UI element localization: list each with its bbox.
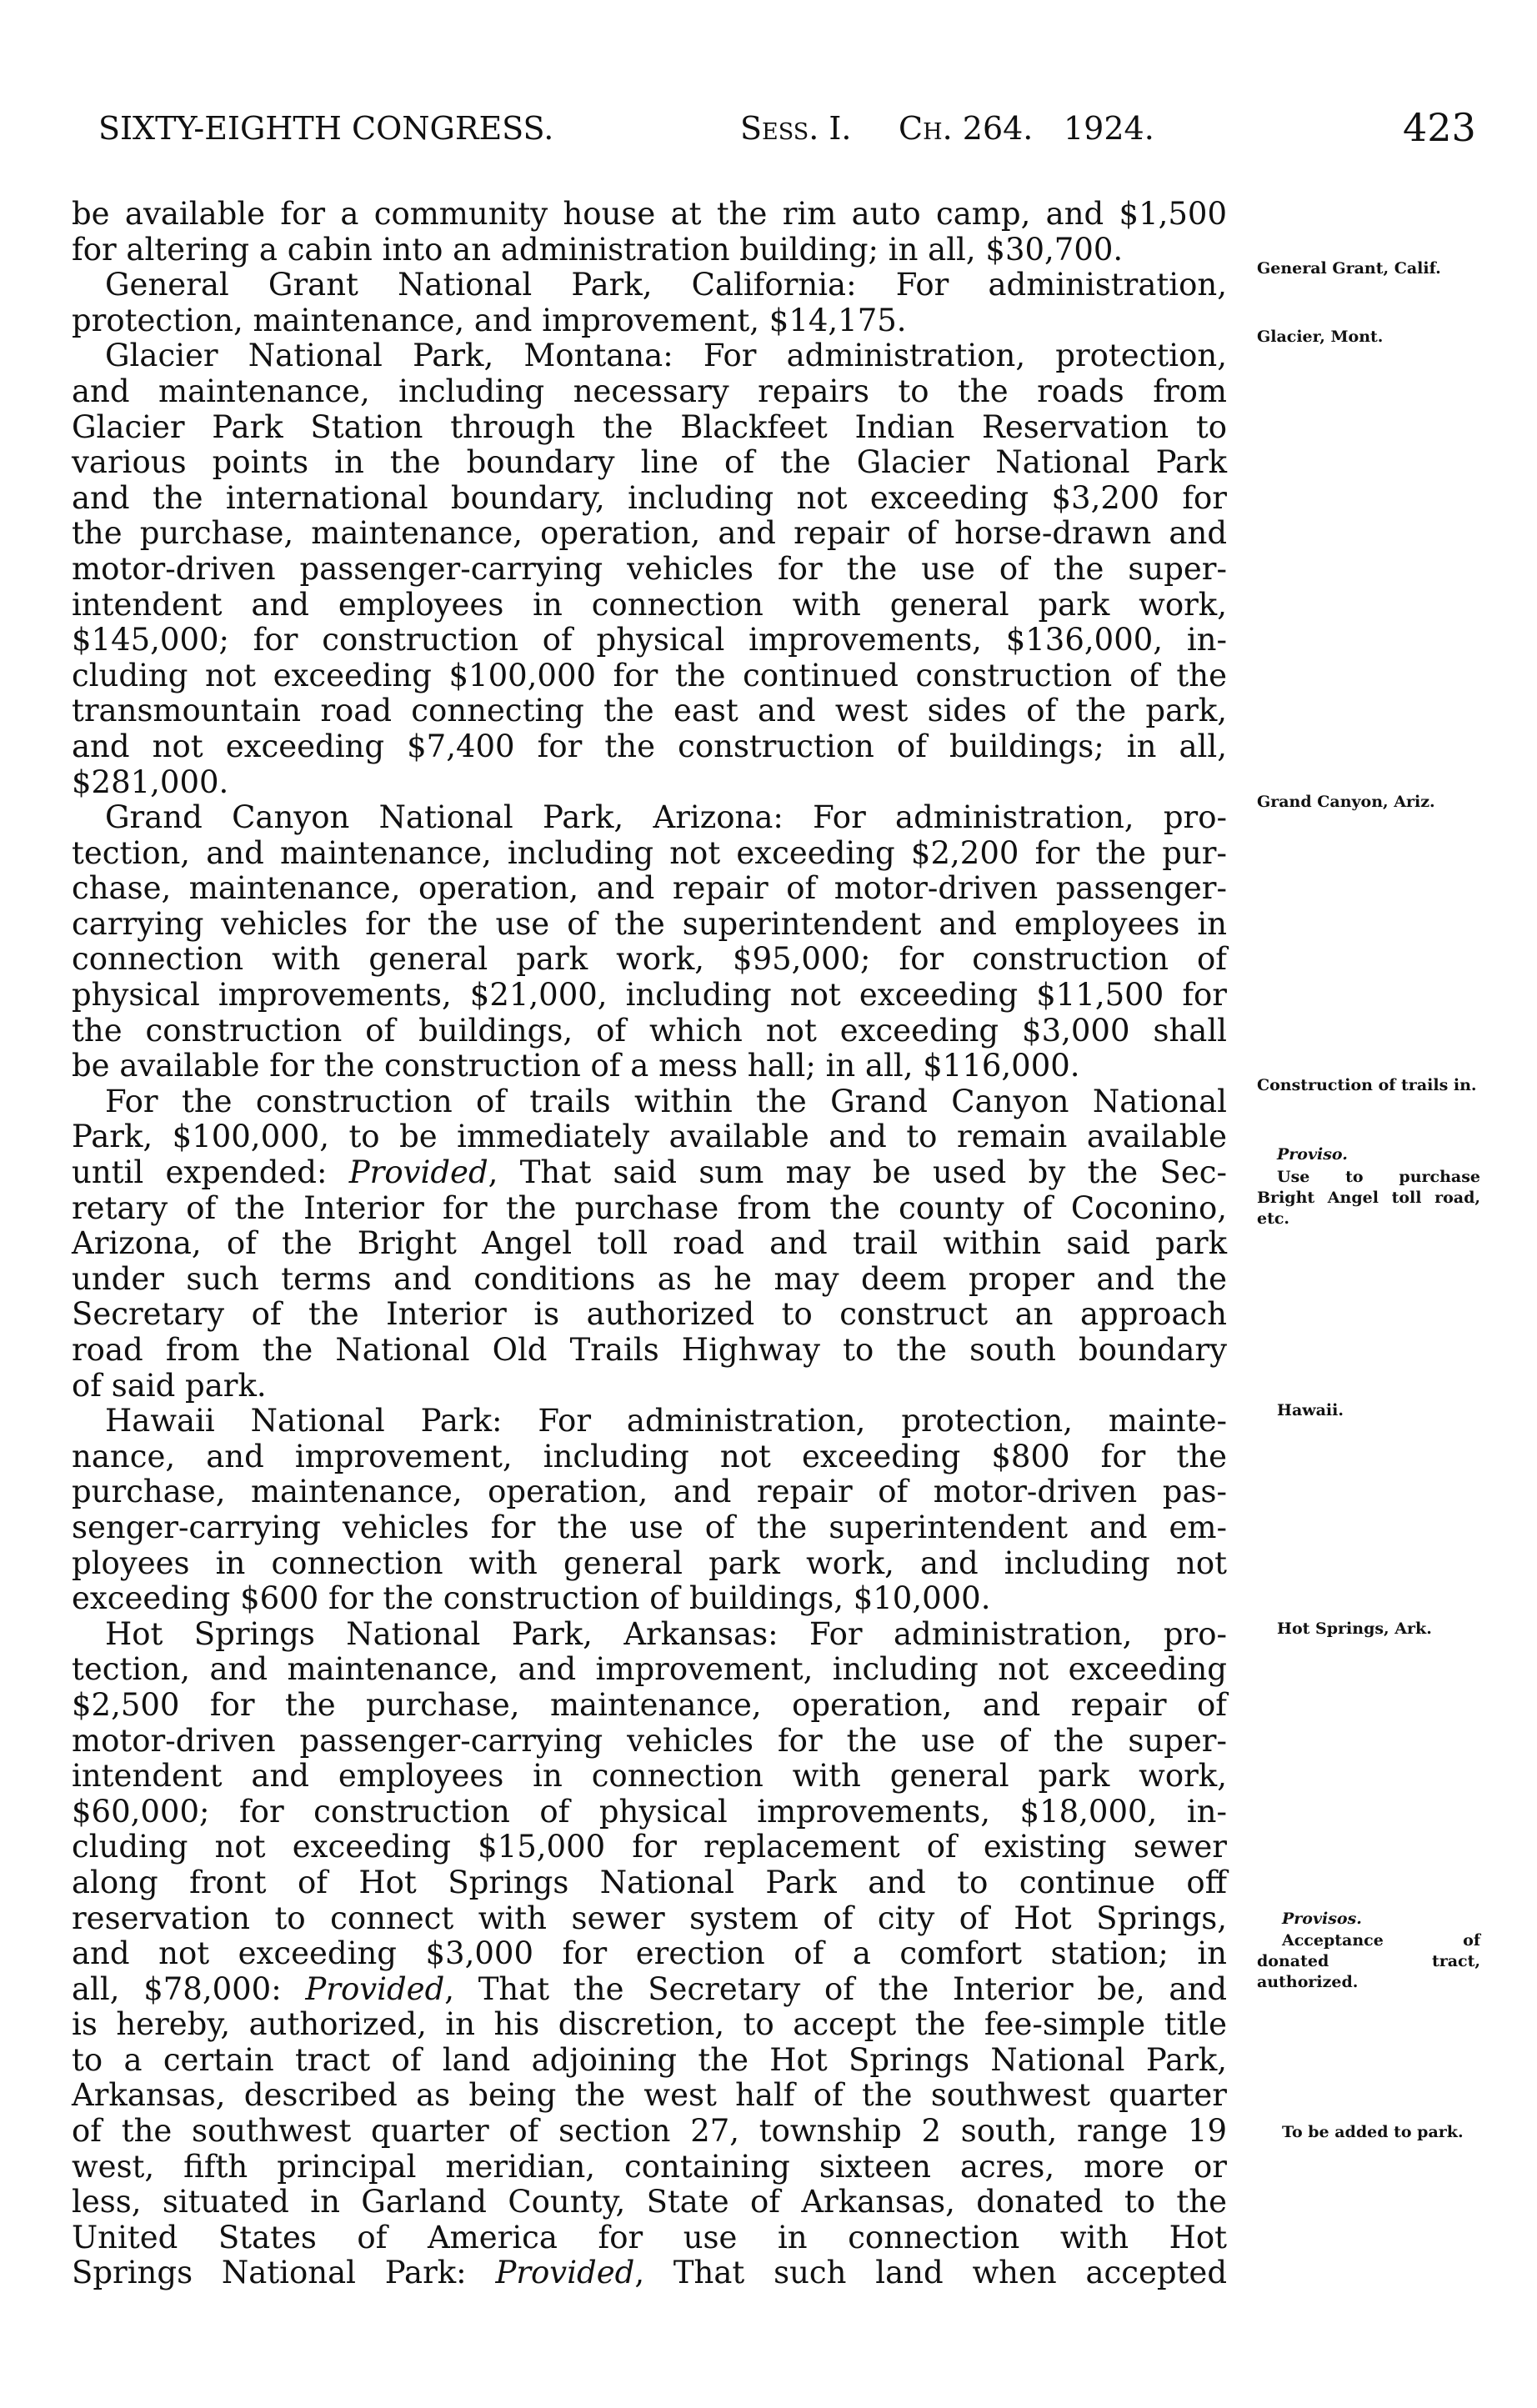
text-segment: until expended: [72, 1154, 349, 1191]
text-segment: of said park. [72, 1367, 267, 1404]
text-segment: tection, and maintenance, and improvement, including not exceeding [72, 1651, 1227, 1688]
text-line [72, 1972, 1227, 2008]
text-segment: chase, maintenance, operation, and repair of motor-driven passenger- [72, 870, 1227, 907]
text-segment: all, $78,000: [72, 1970, 306, 2007]
text-segment: nance, and improvement, including not exceeding $800 for the [72, 1438, 1227, 1474]
text-line [72, 1546, 1227, 1582]
text-line [72, 2043, 1227, 2079]
text-line [72, 2078, 1227, 2114]
text-line [72, 2220, 1227, 2256]
text-segment: ployees in connection with general park work, and including not [72, 1544, 1227, 1581]
text-line [72, 303, 1227, 339]
text-line [72, 800, 1227, 836]
text-segment: For the construction of trails within the Grand Canyon National [105, 1083, 1227, 1119]
text-segment: reservation to connect with sewer system of city of Hot Springs, [72, 1900, 1227, 1936]
text-line [72, 1581, 1227, 1617]
text-segment: to a certain tract of land adjoining the Hot Springs National Park, [72, 2041, 1227, 2078]
text-line [72, 197, 1227, 233]
text-line [72, 2114, 1227, 2150]
text-line [72, 1404, 1227, 1439]
text-segment: Arizona, of the Bright Angel toll road and trail within said park [72, 1225, 1227, 1262]
text-line [72, 1652, 1227, 1688]
header-congress: SIXTY-EIGHTH CONGRESS. [98, 110, 554, 147]
text-line [72, 445, 1227, 481]
text-line [72, 729, 1227, 765]
text-line [72, 693, 1227, 729]
text-segment: and maintenance, including necessary repairs to the roads from [72, 373, 1227, 409]
text-segment: the construction of buildings, of which not exceeding $3,000 shall [72, 1012, 1227, 1049]
text-line [72, 942, 1227, 978]
text-segment: Secretary of the Interior is authorized to construct an approach [72, 1296, 1227, 1333]
text-line [72, 658, 1227, 694]
text-segment: exceeding $600 for the construction of buildings, $10,000. [72, 1580, 991, 1617]
text-line [72, 623, 1227, 658]
text-line [72, 1759, 1227, 1795]
margin-note-trails: Construction of trails in. [1257, 1076, 1477, 1094]
text-line [72, 268, 1227, 303]
text-segment: cluding not exceeding $15,000 for replacement of existing sewer [72, 1829, 1227, 1865]
text-line [72, 374, 1227, 410]
text-line [72, 1014, 1227, 1049]
text-line [72, 1865, 1227, 1901]
text-segment: less, situated in Garland County, State of Arkansas, donated to the [72, 2184, 1227, 2220]
page-number: 423 [1403, 105, 1476, 150]
text-line [72, 1724, 1227, 1760]
text-line [72, 410, 1227, 446]
body-text [72, 197, 1227, 2291]
text-line [72, 1049, 1227, 1084]
text-segment: Hot Springs National Park, Arkansas: For administration, pro- [105, 1615, 1227, 1652]
text-line [72, 1226, 1227, 1262]
text-segment: $60,000; for construction of physical improvements, $18,000, in- [72, 1793, 1227, 1830]
text-segment: connection with general park work, $95,000; for construction of [72, 941, 1227, 978]
text-segment: Grand Canyon National Park, Arizona: For administration, pro- [105, 799, 1227, 836]
header-session: Sess. I. [740, 110, 852, 147]
text-segment: Park, $100,000, to be immediately available and to remain available [72, 1119, 1227, 1155]
text-segment: is hereby, authorized, in his discretion, to accept the fee-simple title [72, 2006, 1227, 2043]
text-segment: cluding not exceeding $100,000 for the continued construction of the [72, 657, 1227, 693]
text-line [72, 516, 1227, 552]
italic-text: Provided [348, 1154, 488, 1191]
header-chapter: Ch. 264. [899, 110, 1034, 147]
text-line [72, 2255, 1227, 2291]
text-line [72, 2007, 1227, 2043]
text-segment: and the international boundary, including not exceeding $3,200 for [72, 479, 1227, 516]
text-line [72, 1830, 1227, 1865]
text-segment: and not exceeding $3,000 for erection of a comfort station; in [72, 1935, 1227, 1972]
text-segment: and not exceeding $7,400 for the construction of buildings; in all, [72, 728, 1227, 764]
text-line [72, 588, 1227, 623]
text-line [72, 871, 1227, 907]
text-segment: retary of the Interior for the purchase from the county of Coconino, [72, 1189, 1227, 1226]
text-segment: for altering a cabin into an administration building; in all, $30,700. [72, 231, 1124, 268]
text-segment: under such terms and conditions as he may deem proper and the [72, 1260, 1227, 1297]
text-segment: Arkansas, described as being the west half of the southwest quarter [72, 2077, 1227, 2114]
margin-note-donated-tract: Acceptance of donated tract, authorized. [1257, 1931, 1480, 1991]
text-segment: purchase, maintenance, operation, and repair of motor-driven pas- [72, 1474, 1227, 1510]
text-segment: senger-carrying vehicles for the use of the superintendent and em- [72, 1509, 1227, 1545]
text-segment: United States of America for use in connection with Hot [72, 2219, 1227, 2255]
text-segment: Hawaii National Park: For administration, protection, mainte- [105, 1403, 1227, 1439]
margin-note-proviso [1257, 1144, 1480, 1165]
text-line [72, 1333, 1227, 1369]
text-line [72, 1119, 1227, 1155]
text-segment: physical improvements, $21,000, including not exceeding $11,500 for [72, 977, 1227, 1014]
text-segment: be available for a community house at the rim auto camp, and $1,500 [72, 196, 1227, 232]
text-line [72, 552, 1227, 588]
margin-note-hawaii: Hawaii. [1277, 1401, 1344, 1419]
text-line [72, 978, 1227, 1014]
proviso-label: Proviso. [1277, 1145, 1348, 1164]
text-line [72, 836, 1227, 872]
text-segment: intendent and employees in connection with general park work, [72, 586, 1227, 623]
text-segment: tection, and maintenance, including not exceeding $2,200 for the pur- [72, 834, 1227, 871]
text-line [72, 907, 1227, 943]
text-line [72, 233, 1227, 268]
text-segment: Glacier National Park, Montana: For administration, protection, [105, 338, 1227, 374]
text-segment: various points in the boundary line of the Glacier National Park [72, 444, 1227, 481]
text-segment: intendent and employees in connection with general park work, [72, 1758, 1227, 1795]
text-segment: the purchase, maintenance, operation, and repair of horse-drawn and [72, 515, 1227, 552]
text-line [72, 338, 1227, 374]
text-segment: , That the Secretary of the Interior be, and [444, 1970, 1228, 2007]
text-segment: , That said sum may be used by the Sec- [488, 1154, 1228, 1191]
text-segment: protection, maintenance, and improvement, $14,175. [72, 302, 907, 338]
margin-note-hot-springs: Hot Springs, Ark. [1277, 1620, 1432, 1638]
text-segment: transmountain road connecting the east and west sides of the park, [72, 693, 1227, 729]
margin-note-added-to-park: To be added to park. [1282, 2123, 1464, 2141]
provisos-label: Provisos. [1282, 1910, 1362, 1928]
text-line [72, 1474, 1227, 1510]
text-line [72, 1439, 1227, 1475]
text-segment: along front of Hot Springs National Park and to continue off [72, 1864, 1227, 1900]
text-segment: $2,500 for the purchase, maintenance, operation, and repair of [72, 1686, 1227, 1723]
text-segment: $145,000; for construction of physical improvements, $136,000, in- [72, 622, 1227, 658]
text-segment: , That such land when accepted [634, 2255, 1227, 2291]
text-line [72, 1795, 1227, 1830]
text-line [72, 2185, 1227, 2220]
running-header [98, 105, 1476, 160]
italic-text: Provided [305, 1970, 445, 2007]
text-segment: motor-driven passenger-carrying vehicles for the use of the super- [72, 1722, 1227, 1759]
text-segment: General Grant National Park, California: For administration, [105, 267, 1227, 303]
text-line [72, 1084, 1227, 1120]
text-line [72, 1262, 1227, 1298]
margin-note-grand-canyon: Grand Canyon, Ariz. [1257, 793, 1435, 811]
text-line [72, 1155, 1227, 1191]
text-line [72, 1617, 1227, 1653]
margin-note-provisos [1257, 1909, 1480, 1930]
text-segment: $281,000. [72, 763, 229, 800]
text-line [72, 481, 1227, 517]
text-segment: be available for the construction of a mess hall; in all, $116,000. [72, 1048, 1080, 1084]
text-segment: carrying vehicles for the use of the superintendent and employees in [72, 905, 1227, 942]
margin-note-glacier: Glacier, Mont. [1257, 328, 1384, 346]
text-segment: west, fifth principal meridian, containing sixteen acres, more or [72, 2148, 1227, 2185]
text-line [72, 1369, 1227, 1404]
text-line [72, 1297, 1227, 1333]
text-line [72, 1510, 1227, 1546]
text-line [72, 1688, 1227, 1724]
text-segment: Springs National Park: [72, 2255, 496, 2291]
text-line [72, 1191, 1227, 1227]
text-line [72, 2150, 1227, 2185]
italic-text: Provided [495, 2255, 635, 2291]
text-line [72, 1936, 1227, 1972]
text-segment: motor-driven passenger-carrying vehicles for the use of the super- [72, 550, 1227, 587]
text-line [72, 765, 1227, 801]
text-segment: road from the National Old Trails Highway to the south boundary [72, 1332, 1227, 1368]
margin-note-general-grant: General Grant, Calif. [1257, 259, 1441, 278]
margin-note-bright-angel: Use to purchase Bright Angel toll road, etc. [1257, 1168, 1480, 1228]
text-segment: Glacier Park Station through the Blackfeet Indian Reservation to [72, 408, 1227, 445]
header-year: 1924. [1064, 110, 1154, 147]
text-segment: of the southwest quarter of section 27, township 2 south, range 19 [72, 2113, 1227, 2150]
text-line [72, 1901, 1227, 1937]
